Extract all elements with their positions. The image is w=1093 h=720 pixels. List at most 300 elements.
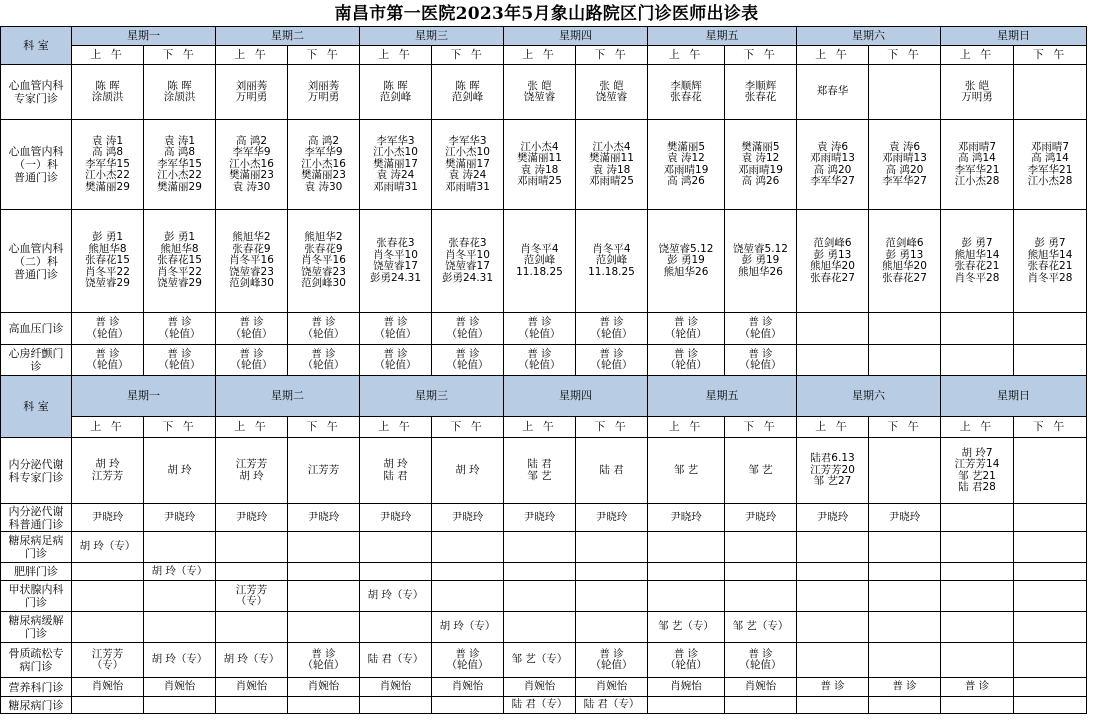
day-header: 星期日 xyxy=(941,27,1087,46)
schedule-cell xyxy=(576,612,648,643)
schedule-cell xyxy=(648,563,725,581)
cell-line: 范剑峰30 xyxy=(301,277,346,290)
page-title: 南昌市第一医院2023年5月象山路院区门诊医师出诊表 xyxy=(334,4,759,24)
department-name xyxy=(1,504,72,532)
cell-line: 尹晓玲 xyxy=(670,510,702,523)
cell-line: 肖冬平4 xyxy=(520,242,559,255)
cell-line: 尹晓玲 xyxy=(888,510,921,523)
day-header: 星期五 xyxy=(648,376,797,417)
cell-line: 尹晓玲 xyxy=(235,510,268,523)
cell-line: 彭勇24.31 xyxy=(369,271,422,284)
cell-line: 张春花3 xyxy=(376,237,415,249)
cell-line: 李军华9 xyxy=(232,146,271,159)
day-header: 星期四 xyxy=(504,27,648,46)
schedule-cell xyxy=(576,345,648,376)
schedule-cell xyxy=(288,345,360,376)
schedule-cell xyxy=(288,643,360,678)
schedule-cell xyxy=(1014,678,1087,697)
cell-line: 江小杰28 xyxy=(954,175,1000,187)
schedule-cell xyxy=(1014,65,1087,120)
day-header: 星期一 xyxy=(72,27,216,46)
schedule-cell xyxy=(288,438,360,504)
cell-line: （轮值） xyxy=(158,327,201,340)
schedule-cell xyxy=(797,612,869,643)
cell-line: （轮值） xyxy=(446,359,489,371)
cell-line: 高 鸿26 xyxy=(741,175,780,187)
cell-line: 糖尿病缓解 xyxy=(8,614,64,627)
schedule-cell xyxy=(504,345,576,376)
schedule-cell xyxy=(216,313,288,345)
table-row xyxy=(1,563,1087,581)
schedule-cell xyxy=(576,697,648,714)
schedule-cell xyxy=(504,697,576,714)
schedule-cell xyxy=(144,345,216,376)
cell-line: （一）科 xyxy=(14,158,58,171)
cell-line: 普 诊 xyxy=(673,647,699,660)
schedule-cell xyxy=(360,612,432,643)
cell-line: 胡 玲 xyxy=(383,458,408,470)
schedule-cell xyxy=(869,643,941,678)
cell-line: 江芳芳20 xyxy=(810,463,855,476)
schedule-cell xyxy=(144,581,216,612)
schedule-cell xyxy=(648,345,725,376)
department-name xyxy=(1,210,72,313)
cell-line: （轮值） xyxy=(86,327,129,340)
cell-line: 诊 xyxy=(30,360,42,373)
schedule-cell xyxy=(648,120,725,210)
cell-line: 袁 涛24 xyxy=(448,169,487,182)
cell-line: 胡 玲7 xyxy=(961,446,993,459)
cell-line: 11.18.25 xyxy=(516,265,563,278)
schedule-cell xyxy=(360,678,432,697)
cell-line: 肖婉怡 xyxy=(235,680,268,693)
cell-line: 万明勇 xyxy=(235,91,268,103)
cell-line: 胡 玲 xyxy=(167,463,192,476)
morning-header: 上 午 xyxy=(797,46,869,65)
schedule-cell xyxy=(360,581,432,612)
cell-line: 江小杰10 xyxy=(445,146,490,159)
schedule-cell xyxy=(360,504,432,532)
schedule-cell xyxy=(72,612,144,643)
cell-line: 骨质疏松专 xyxy=(8,647,64,660)
cell-line: 普 诊 xyxy=(599,347,624,360)
cell-line: 邹 艺（专） xyxy=(658,620,714,633)
table-row xyxy=(1,210,1087,313)
morning-header: 上 午 xyxy=(360,417,432,438)
cell-line: 肖冬平10 xyxy=(445,248,490,261)
cell-line: 肖冬平16 xyxy=(301,254,346,267)
schedule-cell xyxy=(432,120,504,210)
schedule-cell xyxy=(941,438,1014,504)
cell-line: 张春花15 xyxy=(85,254,130,267)
cell-line: 彭勇24.31 xyxy=(441,271,494,284)
schedule-cell xyxy=(648,65,725,120)
schedule-cell xyxy=(288,563,360,581)
cell-line: 熊旭华26 xyxy=(738,265,783,278)
schedule-cell xyxy=(941,643,1014,678)
cell-line: 饶堃睿 xyxy=(523,91,556,103)
cell-line: 心血管内科 xyxy=(8,79,64,92)
cell-line: 肖冬平4 xyxy=(592,242,631,255)
schedule-cell xyxy=(797,504,869,532)
cell-line: 陆 君（专） xyxy=(583,698,640,711)
schedule-table-cardiology xyxy=(0,26,1087,376)
cell-line: 邓雨晴25 xyxy=(517,175,562,187)
cell-line: 李军华21 xyxy=(954,163,1000,176)
schedule-cell xyxy=(576,210,648,313)
cell-line: （轮值） xyxy=(230,327,273,340)
schedule-cell xyxy=(360,563,432,581)
cell-line: 肖冬平22 xyxy=(157,265,202,278)
afternoon-header: 下 午 xyxy=(144,46,216,65)
table-row xyxy=(1,532,1087,563)
cell-line: 普 诊 xyxy=(311,316,336,328)
schedule-cell xyxy=(504,612,576,643)
schedule-cell xyxy=(797,581,869,612)
cell-line: 饶堃睿23 xyxy=(229,265,274,278)
department-name xyxy=(1,612,72,643)
schedule-cell xyxy=(797,345,869,376)
cell-line: 陆 君 xyxy=(599,463,624,476)
department-name xyxy=(1,65,72,120)
cell-line: 袁 涛24 xyxy=(376,169,415,182)
schedule-cell xyxy=(725,678,797,697)
schedule-cell xyxy=(504,643,576,678)
cell-line: 江芳芳 xyxy=(235,583,268,596)
day-header: 星期四 xyxy=(504,376,648,417)
schedule-cell xyxy=(360,697,432,714)
cell-line: 熊旭华2 xyxy=(232,231,271,244)
department-name xyxy=(1,532,72,563)
cell-line: 普 诊 xyxy=(527,316,552,328)
cell-line: 袁 涛6 xyxy=(816,140,849,153)
cell-line: 陆君6.13 xyxy=(810,452,855,465)
cell-line: 肖婉怡 xyxy=(523,680,556,693)
schedule-cell xyxy=(941,678,1014,697)
schedule-cell xyxy=(360,210,432,313)
cell-line: 普 诊 xyxy=(239,347,264,360)
cell-line: 袁 涛12 xyxy=(667,152,705,164)
cell-line: 彭 勇19 xyxy=(741,254,780,267)
schedule-cell xyxy=(797,120,869,210)
schedule-cell xyxy=(144,612,216,643)
cell-line: 普 诊 xyxy=(239,316,264,328)
cell-line: 普 诊 xyxy=(167,347,192,360)
afternoon-header: 下 午 xyxy=(432,417,504,438)
schedule-cell xyxy=(216,438,288,504)
schedule-cell xyxy=(941,697,1014,714)
cell-line: 陆 君28 xyxy=(958,481,996,493)
cell-line: 饶堃睿17 xyxy=(373,260,418,272)
cell-line: 饶堃睿29 xyxy=(85,277,130,290)
table-row xyxy=(1,678,1087,697)
dept-column-header: 科 室 xyxy=(1,27,72,65)
cell-line: 内分泌代谢 xyxy=(8,504,64,518)
cell-line: 熊旭华20 xyxy=(882,260,927,272)
cell-line: 张春花 xyxy=(670,91,702,103)
cell-line: （轮值） xyxy=(665,659,707,671)
cell-line: 糖尿病足病 xyxy=(8,534,64,547)
schedule-cell xyxy=(288,504,360,532)
cell-line: 胡 玲 xyxy=(239,469,264,482)
schedule-cell xyxy=(797,532,869,563)
schedule-cell xyxy=(576,643,648,678)
cell-line: （轮值） xyxy=(518,359,561,371)
schedule-cell xyxy=(725,581,797,612)
cell-line: （轮值） xyxy=(302,327,345,340)
cell-line: 彭 勇13 xyxy=(813,248,852,261)
cell-line: 普 诊 xyxy=(820,680,845,693)
cell-line: 袁 涛18 xyxy=(520,163,559,176)
cell-line: 张春花27 xyxy=(810,271,855,284)
cell-line: （轮值） xyxy=(374,359,417,371)
schedule-cell xyxy=(72,210,144,313)
schedule-cell xyxy=(869,313,941,345)
afternoon-header: 下 午 xyxy=(1014,417,1087,438)
schedule-cell xyxy=(869,438,941,504)
cell-line: 樊滿丽17 xyxy=(445,157,490,170)
cell-line: 心房纤颤门 xyxy=(8,347,64,360)
schedule-cell xyxy=(504,532,576,563)
cell-line: 科普通门诊 xyxy=(8,517,64,531)
afternoon-header: 下 午 xyxy=(1014,46,1087,65)
schedule-cell xyxy=(1014,697,1087,714)
schedule-cell xyxy=(869,345,941,376)
cell-line: 张 皑 xyxy=(527,79,552,92)
schedule-cell xyxy=(869,678,941,697)
cell-line: 张春花9 xyxy=(304,242,343,255)
schedule-cell xyxy=(360,643,432,678)
cell-line: 涂颉洪 xyxy=(163,91,196,103)
cell-line: 胡 玲（专） xyxy=(151,653,208,666)
cell-line: 普 诊 xyxy=(964,680,990,693)
cell-line: 张春花3 xyxy=(448,237,487,249)
cell-line: 尹晓玲 xyxy=(379,510,412,523)
schedule-cell xyxy=(288,532,360,563)
table-row xyxy=(1,504,1087,532)
cell-line: 熊旭华8 xyxy=(160,242,199,255)
schedule-cell xyxy=(360,438,432,504)
schedule-cell xyxy=(144,504,216,532)
schedule-cell xyxy=(216,345,288,376)
cell-line: 尹晓玲 xyxy=(595,510,628,523)
schedule-cell xyxy=(144,643,216,678)
cell-line: 肥胖门诊 xyxy=(14,565,58,578)
schedule-cell xyxy=(216,581,288,612)
cell-line: 樊滿丽5 xyxy=(666,140,706,153)
table-row xyxy=(1,120,1087,210)
cell-line: （轮值） xyxy=(374,327,417,340)
cell-line: 邓雨晴19 xyxy=(738,163,783,176)
cell-line: 江芳芳 xyxy=(91,647,124,660)
cell-line: 熊旭华26 xyxy=(663,265,709,278)
cell-line: 邓雨晴13 xyxy=(810,152,855,164)
cell-line: 江小杰16 xyxy=(229,157,274,170)
cell-line: 肖婉怡 xyxy=(451,680,484,693)
afternoon-header: 下 午 xyxy=(869,46,941,65)
cell-line: 江小杰10 xyxy=(373,146,418,159)
schedule-cell xyxy=(869,120,941,210)
schedule-cell xyxy=(216,532,288,563)
cell-line: 普 诊 xyxy=(599,316,624,328)
cell-line: 刘丽莠 xyxy=(235,79,268,92)
schedule-cell xyxy=(432,678,504,697)
cell-line: 邹 艺 xyxy=(673,463,699,476)
schedule-cell xyxy=(1014,643,1087,678)
day-header: 星期二 xyxy=(216,376,360,417)
schedule-cell xyxy=(725,345,797,376)
schedule-cell xyxy=(725,643,797,678)
cell-line: 饶堃睿5.12 xyxy=(733,242,788,255)
schedule-cell xyxy=(1014,313,1087,345)
cell-line: 李军华15 xyxy=(157,157,202,170)
morning-header: 上 午 xyxy=(648,46,725,65)
schedule-cell xyxy=(648,504,725,532)
cell-line: 尹晓玲 xyxy=(163,510,196,523)
schedule-cell xyxy=(1014,581,1087,612)
cell-line: （轮值） xyxy=(446,659,489,671)
cell-line: 普 诊 xyxy=(95,347,120,360)
schedule-cell xyxy=(1014,504,1087,532)
cell-line: 袁 涛30 xyxy=(232,180,271,193)
cell-line: 樊滿丽5 xyxy=(741,140,780,153)
schedule-cell xyxy=(941,581,1014,612)
cell-line: 张 皑 xyxy=(964,79,990,92)
cell-line: （轮值） xyxy=(665,327,707,340)
schedule-cell xyxy=(72,532,144,563)
cell-line: 尹晓玲 xyxy=(451,510,484,523)
schedule-cell xyxy=(216,504,288,532)
schedule-cell xyxy=(941,210,1014,313)
schedule-cell xyxy=(504,120,576,210)
department-name xyxy=(1,313,72,345)
cell-line: 陆 君 xyxy=(527,458,552,470)
cell-line: 尹晓玲 xyxy=(816,510,849,523)
cell-line: 郑春华 xyxy=(816,85,849,98)
morning-header: 上 午 xyxy=(216,46,288,65)
schedule-cell xyxy=(216,563,288,581)
cell-line: 普 诊 xyxy=(311,647,336,660)
cell-line: 尹晓玲 xyxy=(307,510,340,523)
schedule-cell xyxy=(1014,345,1087,376)
cell-line: 邹 艺（专） xyxy=(511,653,568,666)
schedule-cell xyxy=(797,643,869,678)
cell-line: 范剑峰30 xyxy=(229,277,274,290)
cell-line: 李军华15 xyxy=(85,157,130,170)
cell-line: 肖婉怡 xyxy=(670,680,702,693)
cell-line: （专） xyxy=(235,595,268,607)
schedule-cell xyxy=(797,697,869,714)
cell-line: 袁 涛6 xyxy=(888,140,921,153)
schedule-cell xyxy=(432,313,504,345)
schedule-cell xyxy=(72,120,144,210)
morning-header: 上 午 xyxy=(504,46,576,65)
cell-line: 甲状腺内科 xyxy=(8,583,64,596)
cell-line: 心血管内科 xyxy=(8,145,64,158)
schedule-cell xyxy=(941,65,1014,120)
schedule-cell xyxy=(648,313,725,345)
schedule-cell xyxy=(360,120,432,210)
cell-line: 门诊 xyxy=(25,547,47,560)
cell-line: （轮值） xyxy=(446,327,489,340)
schedule-cell xyxy=(725,697,797,714)
cell-line: 普 诊 xyxy=(748,316,773,328)
schedule-cell xyxy=(432,563,504,581)
cell-line: （轮值） xyxy=(302,359,345,371)
cell-line: 江小杰4 xyxy=(592,140,631,153)
cell-line: 熊旭华14 xyxy=(1027,248,1073,261)
schedule-cell xyxy=(1014,612,1087,643)
schedule-cell xyxy=(725,438,797,504)
schedule-cell xyxy=(1014,210,1087,313)
cell-line: 张春花21 xyxy=(954,260,1000,272)
cell-line: 陈 晖 xyxy=(95,79,120,92)
schedule-cell xyxy=(216,210,288,313)
cell-line: 普 诊 xyxy=(455,316,480,328)
cell-line: 肖冬平28 xyxy=(954,271,1000,284)
cell-line: 饶堃睿23 xyxy=(301,265,346,278)
schedule-cell xyxy=(288,120,360,210)
schedule-cell xyxy=(869,563,941,581)
schedule-table-endocrinology xyxy=(0,375,1087,714)
cell-line: 肖冬平10 xyxy=(373,248,418,261)
schedule-cell xyxy=(432,210,504,313)
cell-line: 樊滿丽29 xyxy=(85,180,130,193)
cell-line: 邹 艺21 xyxy=(958,469,996,482)
morning-header: 上 午 xyxy=(360,46,432,65)
cell-line: 彭 勇7 xyxy=(1034,237,1066,249)
schedule-cell xyxy=(144,697,216,714)
cell-line: 邓雨晴31 xyxy=(445,180,490,193)
cell-line: 范剑峰6 xyxy=(813,237,852,249)
department-name xyxy=(1,697,72,714)
cell-line: 胡 玲（专） xyxy=(439,620,496,633)
schedule-cell xyxy=(576,120,648,210)
table-row xyxy=(1,345,1087,376)
cell-line: 陈 晖 xyxy=(167,79,192,92)
afternoon-header: 下 午 xyxy=(725,46,797,65)
schedule-cell xyxy=(504,210,576,313)
cell-line: 袁 涛1 xyxy=(91,134,124,147)
schedule-cell xyxy=(360,345,432,376)
schedule-cell xyxy=(144,65,216,120)
cell-line: 营养科门诊 xyxy=(8,680,64,694)
cell-line: 李顺辉 xyxy=(744,79,777,92)
cell-line: 樊滿丽11 xyxy=(517,152,562,164)
cell-line: 邹 艺27 xyxy=(813,475,852,488)
cell-line: 邓雨晴13 xyxy=(882,152,927,164)
day-header: 星期六 xyxy=(797,27,941,46)
day-header: 星期二 xyxy=(216,27,360,46)
schedule-cell xyxy=(648,678,725,697)
cell-line: 肖婉怡 xyxy=(91,680,124,693)
cell-line: 高 鸿2 xyxy=(307,134,340,147)
schedule-cell xyxy=(648,438,725,504)
department-name xyxy=(1,438,72,504)
schedule-cell xyxy=(725,120,797,210)
schedule-cell xyxy=(797,678,869,697)
schedule-cell xyxy=(144,678,216,697)
cell-line: 李军华3 xyxy=(448,134,487,147)
cell-line: 熊旭华2 xyxy=(304,231,343,244)
cell-line: （轮值） xyxy=(158,359,201,371)
cell-line: 普 诊 xyxy=(311,347,336,360)
cell-line: 陆 君 xyxy=(383,469,408,482)
cell-line: （轮值） xyxy=(665,359,707,371)
schedule-cell xyxy=(869,65,941,120)
schedule-cell xyxy=(72,643,144,678)
schedule-cell xyxy=(797,563,869,581)
